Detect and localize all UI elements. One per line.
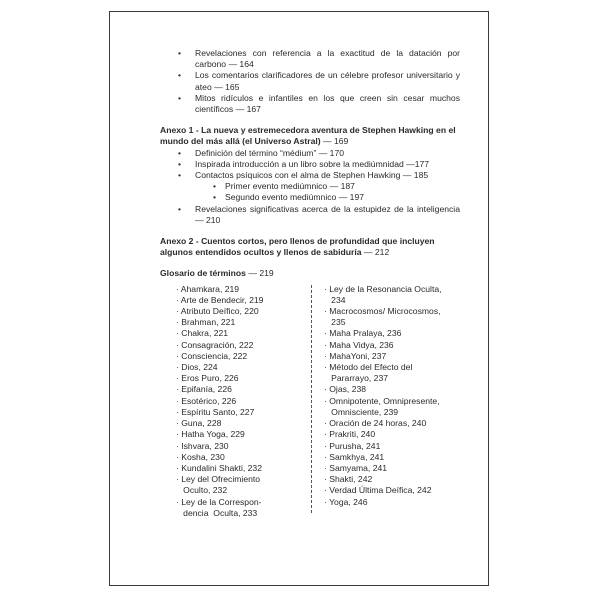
glossary-columns: [160, 284, 460, 524]
glossary-entry: · Eros Puro, 226: [176, 373, 239, 384]
sub-list-item: • Segundo evento mediúmnico — 197: [160, 192, 460, 203]
list-item: • Mitos ridículos e infantiles en los que creen sin cesar muchos científicos — 167: [160, 93, 460, 115]
annex1-heading: [160, 125, 460, 147]
glossary-heading: [160, 268, 460, 279]
glossary-entry: · Método del Efecto del: [324, 362, 413, 373]
glossary-entry: 235: [324, 317, 346, 328]
glossary-page: — 219: [245, 268, 274, 279]
glossary-entry: · Verdad Última Deífica, 242: [324, 485, 432, 496]
glossary-entry: · Kundalini Shakti, 232: [176, 462, 262, 473]
glossary-column-right: [324, 284, 464, 508]
column-divider: [311, 285, 312, 513]
glossary-entry: · Arte de Bendecir, 219: [176, 294, 264, 305]
glossary-entry: · Purusha, 241: [324, 440, 381, 451]
glossary-entry: · Guna, 228: [176, 418, 222, 429]
glossary-entry: · Omnipotente, Omnipresente,: [324, 395, 440, 406]
annex2-page: — 212: [361, 247, 390, 258]
glossary-entry: · Shakti, 242: [324, 474, 373, 485]
glossary-entry: 234: [324, 294, 346, 305]
glossary-entry: · Maha Vidya, 236: [324, 339, 394, 350]
glossary-title: Glosario de términos: [160, 268, 246, 279]
page-content: [160, 48, 460, 524]
glossary-entry: · Prakriti, 240: [324, 429, 376, 440]
list-item: • Los comentarios clarificadores de un célebre profesor universitario y ateo — 165: [160, 70, 460, 92]
list-item: • Contactos psíquicos con el alma de Stephen Hawking — 185: [160, 170, 460, 181]
glossary-entry: · Brahman, 221: [176, 317, 236, 328]
glossary-entry: · Ley del Ofrecimiento: [176, 474, 261, 485]
glossary-entry: · Consciencia, 222: [176, 350, 248, 361]
annex2-heading: [160, 236, 460, 258]
glossary-entry: · Chakra, 221: [176, 328, 229, 339]
annex1-list: [160, 148, 460, 226]
list-item: • Revelaciones significativas acerca de la estupidez de la inteligencia — 210: [160, 204, 460, 226]
glossary-entry: · Ahamkara, 219: [176, 283, 240, 294]
glossary-entry: · Macrocosmos/ Microcosmos,: [324, 306, 441, 317]
glossary-entry: · Oración de 24 horas, 240: [324, 418, 427, 429]
list-item: • Inspirada introducción a un libro sobre la mediúmnidad —177: [160, 159, 460, 170]
glossary-entry: · Consagración, 222: [176, 339, 254, 350]
glossary-entry: · Maha Pralaya, 236: [324, 328, 402, 339]
sub-list-item: • Primer evento mediúmnico — 187: [160, 181, 460, 192]
glossary-entry: Pararrayo, 237: [324, 373, 389, 384]
glossary-entry: · Ley de la Correspon-: [176, 496, 262, 507]
glossary-entry: · Samyama, 241: [324, 462, 388, 473]
glossary-entry: · Ojas, 238: [324, 384, 367, 395]
glossary-entry: · Yoga, 246: [324, 496, 368, 507]
glossary-entry: dencia Oculta, 233: [176, 507, 258, 518]
glossary-entry: Oculto, 232: [176, 485, 228, 496]
annex1-title: Anexo 1 - La nueva y estremecedora aventura de Stephen Hawking en el mundo del más allá (el Universo Astral): [160, 125, 456, 147]
glossary-entry: · Dios, 224: [176, 362, 218, 373]
glossary-entry: · Esotérico, 226: [176, 395, 237, 406]
glossary-entry: · Ishvara, 230: [176, 440, 229, 451]
glossary-entry: · Espíritu Santo, 227: [176, 406, 255, 417]
annex2-title: Anexo 2 - Cuentos cortos, pero llenos de profundidad que incluyen algunos entendidos ocultos y llenos de sabiduría: [160, 236, 435, 258]
list-item: • Definición del término “médium” — 170: [160, 148, 460, 159]
glossary-entry: Omnisciente, 239: [324, 406, 399, 417]
glossary-entry: · Ley de la Resonancia Oculta,: [324, 283, 442, 294]
book-page: [109, 11, 489, 586]
glossary-entry: · Epifanía, 226: [176, 384, 232, 395]
glossary-column-left: [176, 284, 298, 519]
glossary-entry: · Hatha Yoga, 229: [176, 429, 245, 440]
glossary-entry: · Samkhya, 241: [324, 451, 385, 462]
top-list: [160, 48, 460, 115]
glossary-entry: · Atributo Deífico, 220: [176, 306, 259, 317]
annex1-page: — 169: [320, 136, 349, 147]
glossary-entry: · MahaYoni, 237: [324, 350, 387, 361]
glossary-entry: · Kosha, 230: [176, 451, 225, 462]
list-item: • Revelaciones con referencia a la exactitud de la datación por carbono — 164: [160, 48, 460, 70]
